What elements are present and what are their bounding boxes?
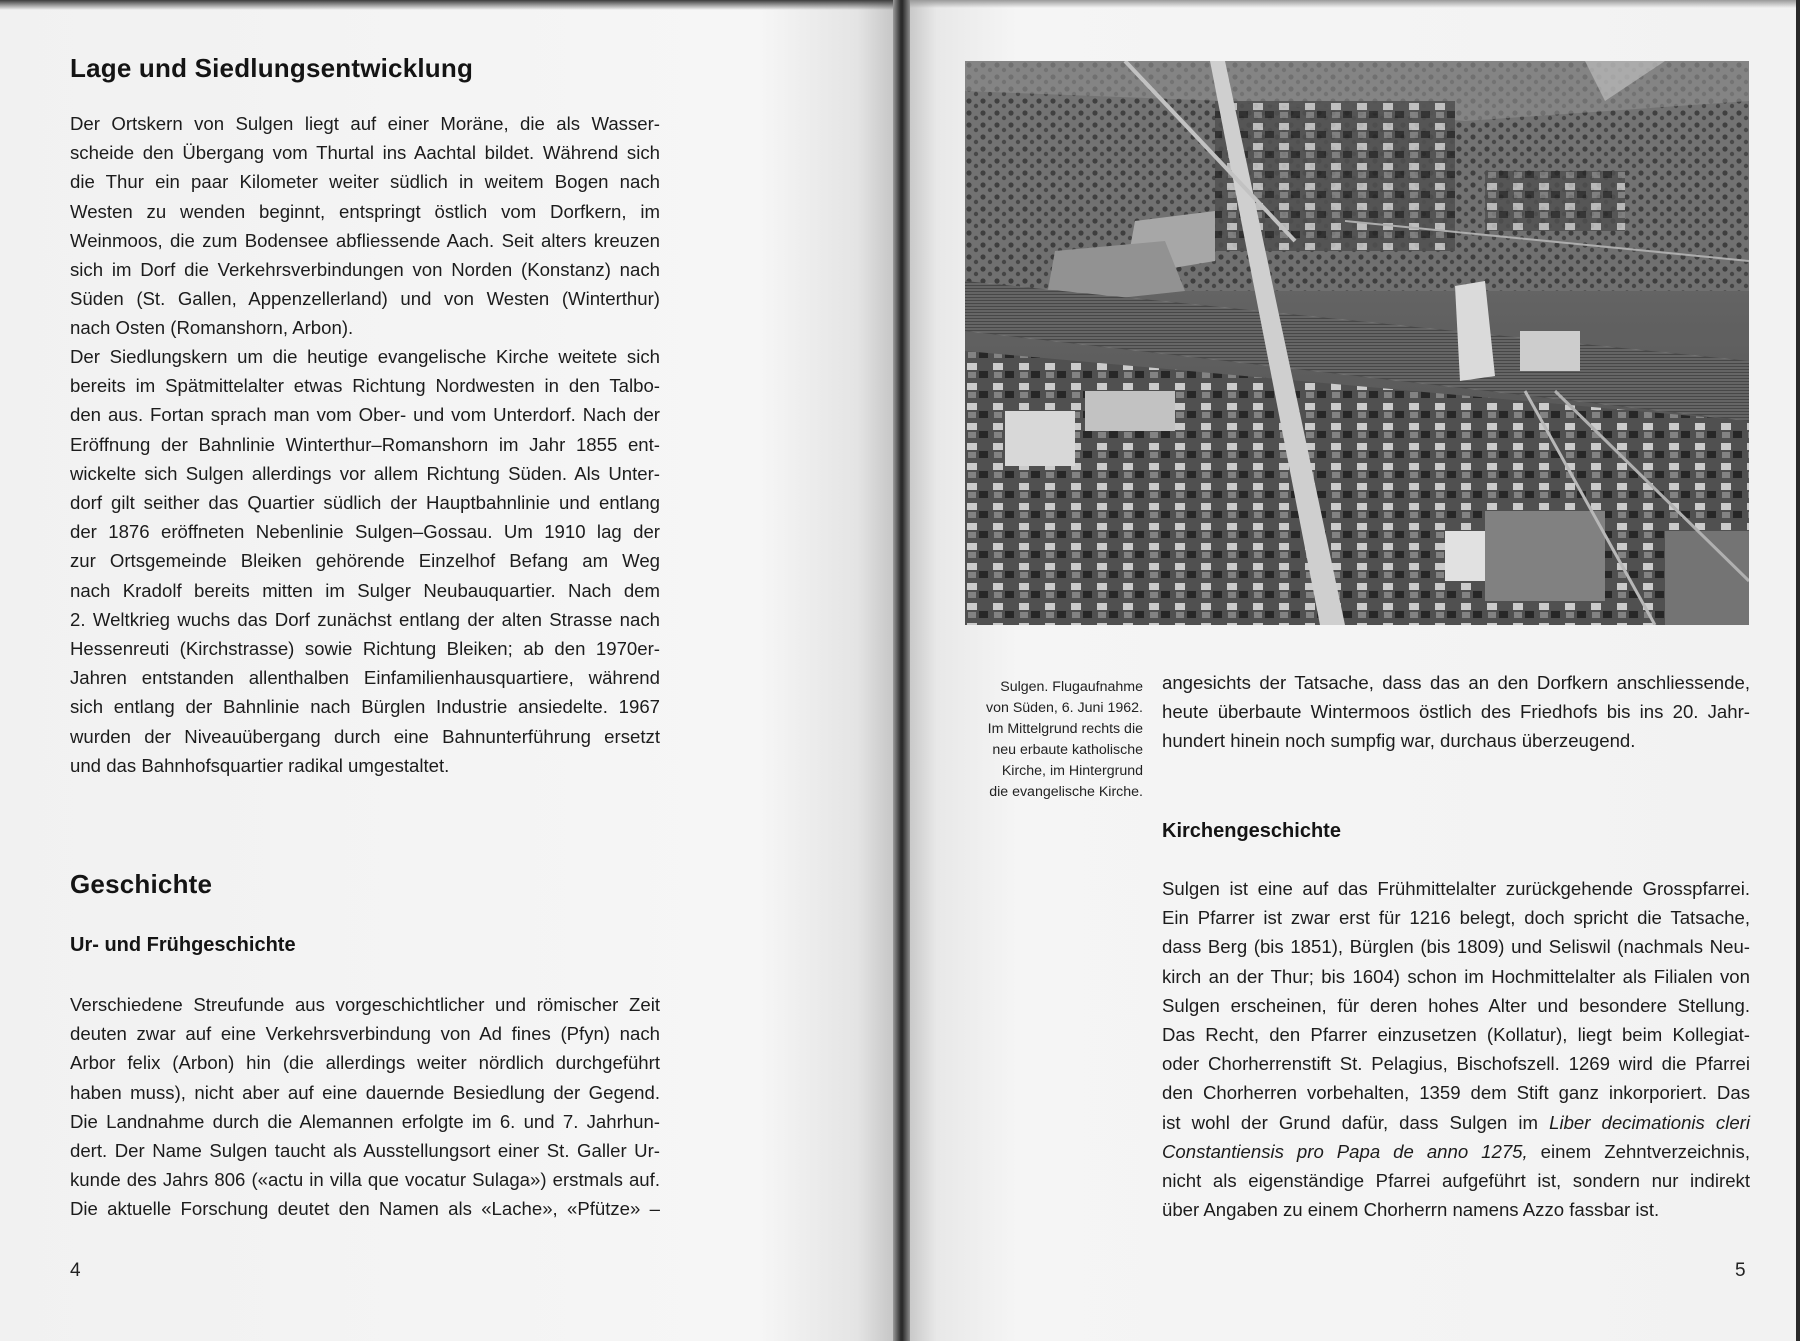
page-edge-shadow-right	[910, 0, 1800, 8]
text-line: Hessenreuti (Kirchstrasse) sowie Richtung Bleiken; ab den 1970er-	[70, 638, 660, 660]
text-line: Weinmoos, die zum Bodensee abfliessende Aach. Seit alters kreuzen	[70, 229, 660, 251]
text-line: Westen zu wenden beginnt, entspringt östlich vom Dorfkern, im	[70, 200, 660, 222]
page-edge-right	[1796, 0, 1800, 1341]
section-title-lage: Lage und Siedlungsentwicklung	[70, 53, 474, 83]
text-line: nach Kradolf bereits mitten im Sulger Neubauquartier. Nach dem	[70, 579, 660, 601]
text-line: Der Siedlungskern um die heutige evangelische Kirche weitete sich	[70, 346, 660, 367]
page-edge-shadow-left	[0, 0, 893, 10]
text-line: dorf gilt seither das Quartier südlich der Hauptbahnlinie und entlang	[70, 492, 660, 514]
text-line: die Thur ein paar Kilometer weiter südlich in weitem Bogen nach	[70, 171, 660, 193]
text-line: Verschiedene Streufunde aus vorgeschichtlicher und römischer Zeit	[70, 994, 660, 1015]
paragraph-lage-1	[70, 109, 660, 343]
text-line: wickelte sich Sulgen allerdings vor allem Richtung Süden. Als Unter-	[70, 462, 660, 484]
liber-title-part1: Liber decimationis cleri	[1549, 1111, 1750, 1133]
text-line: Sulgen erscheinen, für deren hohes Alter und besondere Stellung.	[1162, 994, 1750, 1016]
text-line: Der Ortskern von Sulgen liegt auf einer Moräne, die als Wasser-	[70, 113, 660, 134]
text-line: hundert hinein noch sumpfig war, durchaus überzeugend.	[1162, 730, 1636, 752]
text-line: deuten zwar auf eine Verkehrsverbindung von Ad fines (Pfyn) nach	[70, 1023, 660, 1045]
text-line: der 1876 eröffneten Nebenlinie Sulgen–Gossau. Um 1910 lag der	[70, 521, 660, 543]
paragraph-lage-2	[70, 342, 660, 780]
text-line: Die aktuelle Forschung deutet den Namen als «Lache», «Pfütze» –	[70, 1198, 660, 1220]
show-through-text	[560, 55, 568, 89]
book-gutter	[893, 0, 910, 1341]
text-line: kirch an der Thur; bis 1604) schon im Hochmittelalter als Filialen von	[1162, 965, 1750, 987]
caption-line: von Süden, 6. Juni 1962.	[986, 700, 1143, 716]
section-title-geschichte: Geschichte	[70, 869, 213, 899]
text-line: 2. Weltkrieg wuchs das Dorf zunächst entlang der alten Strasse nach	[70, 608, 660, 630]
text-line: den Chorherren vorbehalten, 1359 dem Stift ganz inkorporiert. Das	[1162, 1082, 1750, 1104]
text-line: nach Osten (Romanshorn, Arbon).	[70, 317, 354, 339]
subtitle-ur-fruehgeschichte: Ur- und Frühgeschichte	[70, 934, 296, 956]
text-line: Das Recht, den Pfarrer einzusetzen (Kollatur), liegt beim Kollegiat-	[1162, 1024, 1750, 1046]
caption-line: die evangelische Kirche.	[989, 784, 1143, 800]
photo-caption	[945, 677, 1143, 803]
left-page	[0, 0, 893, 1341]
text-line: oder Chorherrenstift St. Pelagius, Bischofszell. 1269 wird die Pfarrei	[1162, 1053, 1750, 1075]
text-line: Eröffnung der Bahnlinie Winterthur–Romanshorn im Jahr 1855 ent-	[70, 433, 660, 455]
text-line: Die Landnahme durch die Alemannen erfolgte im 6. und 7. Jahrhun-	[70, 1110, 660, 1132]
liber-title-part2: Constantiensis pro Papa de anno 1275,	[1162, 1140, 1528, 1162]
text-line: heute überbaute Wintermoos östlich des Friedhofs bis ins 20. Jahr-	[1162, 701, 1750, 723]
paragraph-ur-fruehgeschichte	[70, 990, 660, 1224]
text-line: über Angaben zu einem Chorherrn namens Azzo fassbar ist.	[1162, 1199, 1660, 1221]
caption-line: Im Mittelgrund rechts die	[987, 721, 1143, 737]
subtitle-kirchengeschichte: Kirchengeschichte	[1162, 820, 1341, 842]
text-line: Ein Pfarrer ist zwar erst für 1216 belegt, doch spricht die Tatsache,	[1162, 907, 1750, 929]
text-line	[1162, 1137, 1750, 1166]
aerial-photo	[965, 61, 1749, 625]
paragraph-continuation	[1162, 668, 1750, 756]
text-line: Süden (St. Gallen, Appenzellerland) und von Westen (Winterthur)	[70, 288, 660, 310]
page-number-right: 5	[1735, 1260, 1746, 1281]
text-line: dert. Der Name Sulgen taucht als Ausstellungsort einer St. Galler Ur-	[70, 1140, 660, 1162]
text-fragment: ist wohl der Grund dafür, dass Sulgen im	[1162, 1111, 1550, 1133]
text-line: sich im Dorf die Verkehrsverbindungen von Norden (Konstanz) nach	[70, 259, 660, 281]
text-line: sich entlang der Bahnlinie nach Bürglen Industrie ansiedelte. 1967	[70, 696, 660, 718]
text-line: Jahren entstanden allenthalben Einfamilienhausquartiere, während	[70, 667, 660, 689]
caption-line: Sulgen. Flugaufnahme	[1000, 679, 1143, 695]
text-line: dass Berg (bis 1851), Bürglen (bis 1809) und Seliswil (nachmals Neu-	[1162, 936, 1750, 958]
text-line: und das Bahnhofsquartier radikal umgestaltet.	[70, 754, 450, 776]
caption-line: Kirche, im Hintergrund	[1001, 763, 1143, 779]
text-line: haben muss), nicht aber auf eine dauernde Besiedlung der Gegend.	[70, 1081, 660, 1103]
text-line: angesichts der Tatsache, dass das an den Dorfkern anschliessende,	[1162, 672, 1750, 693]
text-line: bereits im Spätmittelalter etwas Richtung Nordwesten in den Talbo-	[70, 375, 660, 397]
text-line	[1162, 1108, 1750, 1137]
text-line: Sulgen ist eine auf das Frühmittelalter zurückgehende Grosspfarrei.	[1162, 878, 1750, 899]
text-line: scheide den Übergang vom Thurtal ins Aachtal bildet. Während sich	[70, 142, 660, 164]
paragraph-kirchengeschichte	[1162, 874, 1750, 1224]
text-line: zur Ortsgemeinde Bleiken gehörende Einzelhof Befang am Weg	[70, 550, 660, 572]
text-line: nicht als eigenständige Pfarrei aufgeführt ist, sondern nur indirekt	[1162, 1170, 1750, 1192]
text-line: Arbor felix (Arbon) hin (die allerdings weiter nördlich durchgeführt	[70, 1052, 660, 1074]
text-line: kunde des Jahrs 806 («actu in villa que vocatur Sulaga») erstmals auf.	[70, 1169, 660, 1191]
text-fragment: einem Zehntverzeichnis,	[1527, 1140, 1750, 1162]
caption-line: neu erbaute katholische	[992, 742, 1143, 758]
page-number-left: 4	[70, 1260, 81, 1281]
text-line: wurden der Niveauübergang durch eine Bahnunterführung ersetzt	[70, 725, 660, 747]
text-line: den aus. Fortan sprach man vom Ober- und vom Unterdorf. Nach der	[70, 404, 660, 426]
